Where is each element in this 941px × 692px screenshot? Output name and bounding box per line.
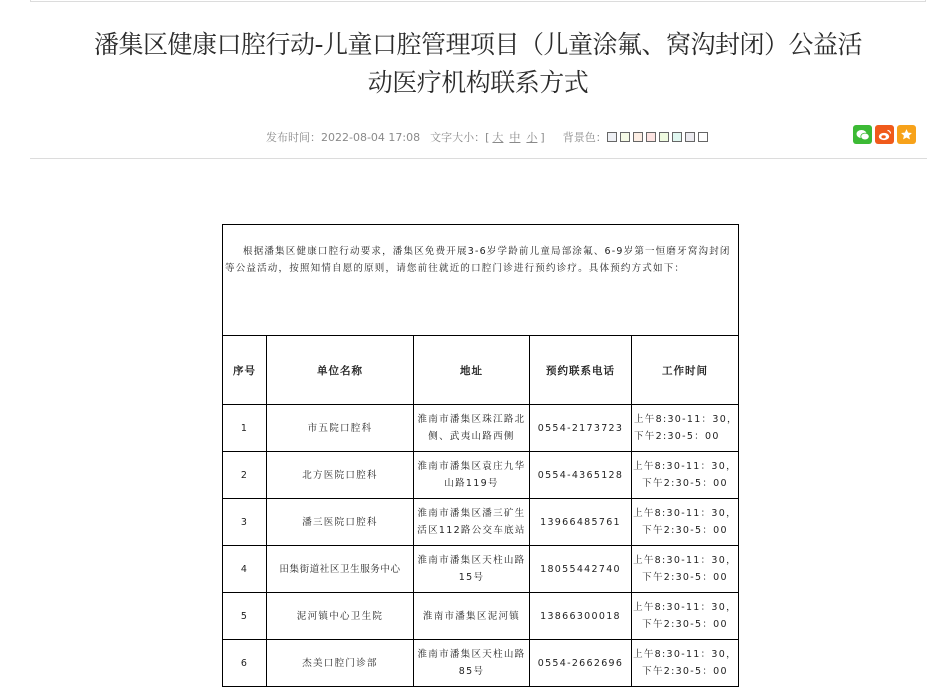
cell-phone: 18055442740 bbox=[530, 546, 632, 593]
hours-pm: 下午2:30-5：00 bbox=[642, 619, 728, 630]
bg-swatch-2[interactable] bbox=[620, 132, 630, 142]
intro-text: 根据潘集区健康口腔行动要求，潘集区免费开展3-6岁学龄前儿童局部涂氟、6-9岁第一恒磨牙窝沟封闭等公益活动，按照知情自愿的原则，请您前往就近的口腔门诊进行预约诊疗。具体预约方式如下： bbox=[225, 246, 731, 274]
hours-pm: 下午2:30-5：00 bbox=[642, 478, 728, 489]
cell-no: 4 bbox=[223, 546, 267, 593]
hours-pm: 下午2:30-5：00 bbox=[642, 572, 728, 583]
bg-swatch-5[interactable] bbox=[659, 132, 669, 142]
cell-no: 1 bbox=[223, 405, 267, 452]
cell-address: 淮南市潘集区潘三矿生活区112路公交车底站 bbox=[414, 499, 530, 546]
bg-swatch-4[interactable] bbox=[646, 132, 656, 142]
header-phone: 预约联系电话 bbox=[530, 336, 632, 405]
cell-name: 潘三医院口腔科 bbox=[267, 499, 414, 546]
cell-phone: 13966485761 bbox=[530, 499, 632, 546]
table-row bbox=[223, 499, 739, 546]
hours-pm: 下午2:30-5：00 bbox=[634, 431, 720, 442]
cell-hours bbox=[632, 499, 739, 546]
font-size-medium-link[interactable]: 中 bbox=[509, 131, 521, 144]
page-title bbox=[20, 26, 936, 102]
table-header-row bbox=[223, 336, 739, 405]
header-divider bbox=[30, 158, 927, 159]
hours-am: 上午8:30-11：30， bbox=[633, 602, 737, 613]
bg-swatch-6[interactable] bbox=[672, 132, 682, 142]
header-box bbox=[30, 0, 926, 2]
cell-hours bbox=[632, 405, 739, 452]
cell-no: 2 bbox=[223, 452, 267, 499]
cell-name: 北方医院口腔科 bbox=[267, 452, 414, 499]
favorite-button[interactable] bbox=[897, 125, 916, 144]
cell-phone: 0554-2662696 bbox=[530, 640, 632, 687]
table-row bbox=[223, 593, 739, 640]
publish-time: 2022-08-04 17:08 bbox=[321, 130, 421, 144]
publish-label: 发布时间： bbox=[266, 131, 321, 144]
font-size-label: 文字大小：[ bbox=[430, 131, 490, 144]
bg-swatch-3[interactable] bbox=[633, 132, 643, 142]
cell-address: 淮南市潘集区袁庄九华山路119号 bbox=[414, 452, 530, 499]
weibo-icon bbox=[878, 129, 892, 141]
font-size-large-link[interactable]: 大 bbox=[492, 131, 504, 144]
bg-swatch-1[interactable] bbox=[607, 132, 617, 142]
header-hours: 工作时间 bbox=[632, 336, 739, 405]
cell-no: 3 bbox=[223, 499, 267, 546]
cell-name: 杰美口腔门诊部 bbox=[267, 640, 414, 687]
cell-phone: 0554-4365128 bbox=[530, 452, 632, 499]
cell-phone: 0554-2173723 bbox=[530, 405, 632, 452]
cell-address: 淮南市潘集区珠江路北侧、武夷山路西侧 bbox=[414, 405, 530, 452]
hours-am: 上午8:30-11：30， bbox=[633, 461, 737, 472]
bg-swatch-7[interactable] bbox=[685, 132, 695, 142]
table-row bbox=[223, 452, 739, 499]
cell-name: 市五院口腔科 bbox=[267, 405, 414, 452]
header-name: 单位名称 bbox=[267, 336, 414, 405]
table-row bbox=[223, 640, 739, 687]
cell-hours bbox=[632, 593, 739, 640]
cell-name: 泥河镇中心卫生院 bbox=[267, 593, 414, 640]
wechat-icon bbox=[856, 129, 870, 141]
cell-address: 淮南市潘集区天柱山路85号 bbox=[414, 640, 530, 687]
header-no: 序号 bbox=[223, 336, 267, 405]
cell-address: 淮南市潘集区泥河镇 bbox=[414, 593, 530, 640]
hours-am: 上午8:30-11：30， bbox=[634, 414, 738, 425]
cell-address: 淮南市潘集区天柱山路15号 bbox=[414, 546, 530, 593]
cell-hours bbox=[632, 452, 739, 499]
hours-pm: 下午2:30-5：00 bbox=[642, 666, 728, 677]
favorite-star-icon bbox=[900, 128, 913, 141]
bg-color-label: 背景色： bbox=[562, 131, 607, 144]
cell-hours bbox=[632, 640, 739, 687]
header-address: 地址 bbox=[414, 336, 530, 405]
share-bar bbox=[853, 125, 916, 144]
cell-no: 5 bbox=[223, 593, 267, 640]
cell-name: 田集街道社区卫生服务中心 bbox=[267, 546, 414, 593]
hours-am: 上午8:30-11：30， bbox=[633, 555, 737, 566]
font-size-close: ] bbox=[540, 130, 545, 144]
cell-hours bbox=[632, 546, 739, 593]
hours-am: 上午8:30-11：30， bbox=[633, 649, 737, 660]
cell-phone: 13866300018 bbox=[530, 593, 632, 640]
title-line-1: 潘集区健康口腔行动-儿童口腔管理项目（儿童涂氟、窝沟封闭）公益活 bbox=[93, 30, 863, 59]
title-line-2: 动医疗机构联系方式 bbox=[367, 68, 589, 97]
hours-pm: 下午2:30-5：00 bbox=[642, 525, 728, 536]
table-row bbox=[223, 546, 739, 593]
intro-paragraph bbox=[223, 225, 739, 336]
weibo-share-button[interactable] bbox=[875, 125, 894, 144]
wechat-share-button[interactable] bbox=[853, 125, 872, 144]
font-size-small-link[interactable]: 小 bbox=[526, 131, 538, 144]
article-meta bbox=[266, 129, 711, 145]
cell-no: 6 bbox=[223, 640, 267, 687]
bg-swatch-8[interactable] bbox=[698, 132, 708, 142]
hours-am: 上午8:30-11：30， bbox=[633, 508, 737, 519]
table-row bbox=[223, 405, 739, 452]
clinic-contact-table bbox=[222, 224, 739, 687]
